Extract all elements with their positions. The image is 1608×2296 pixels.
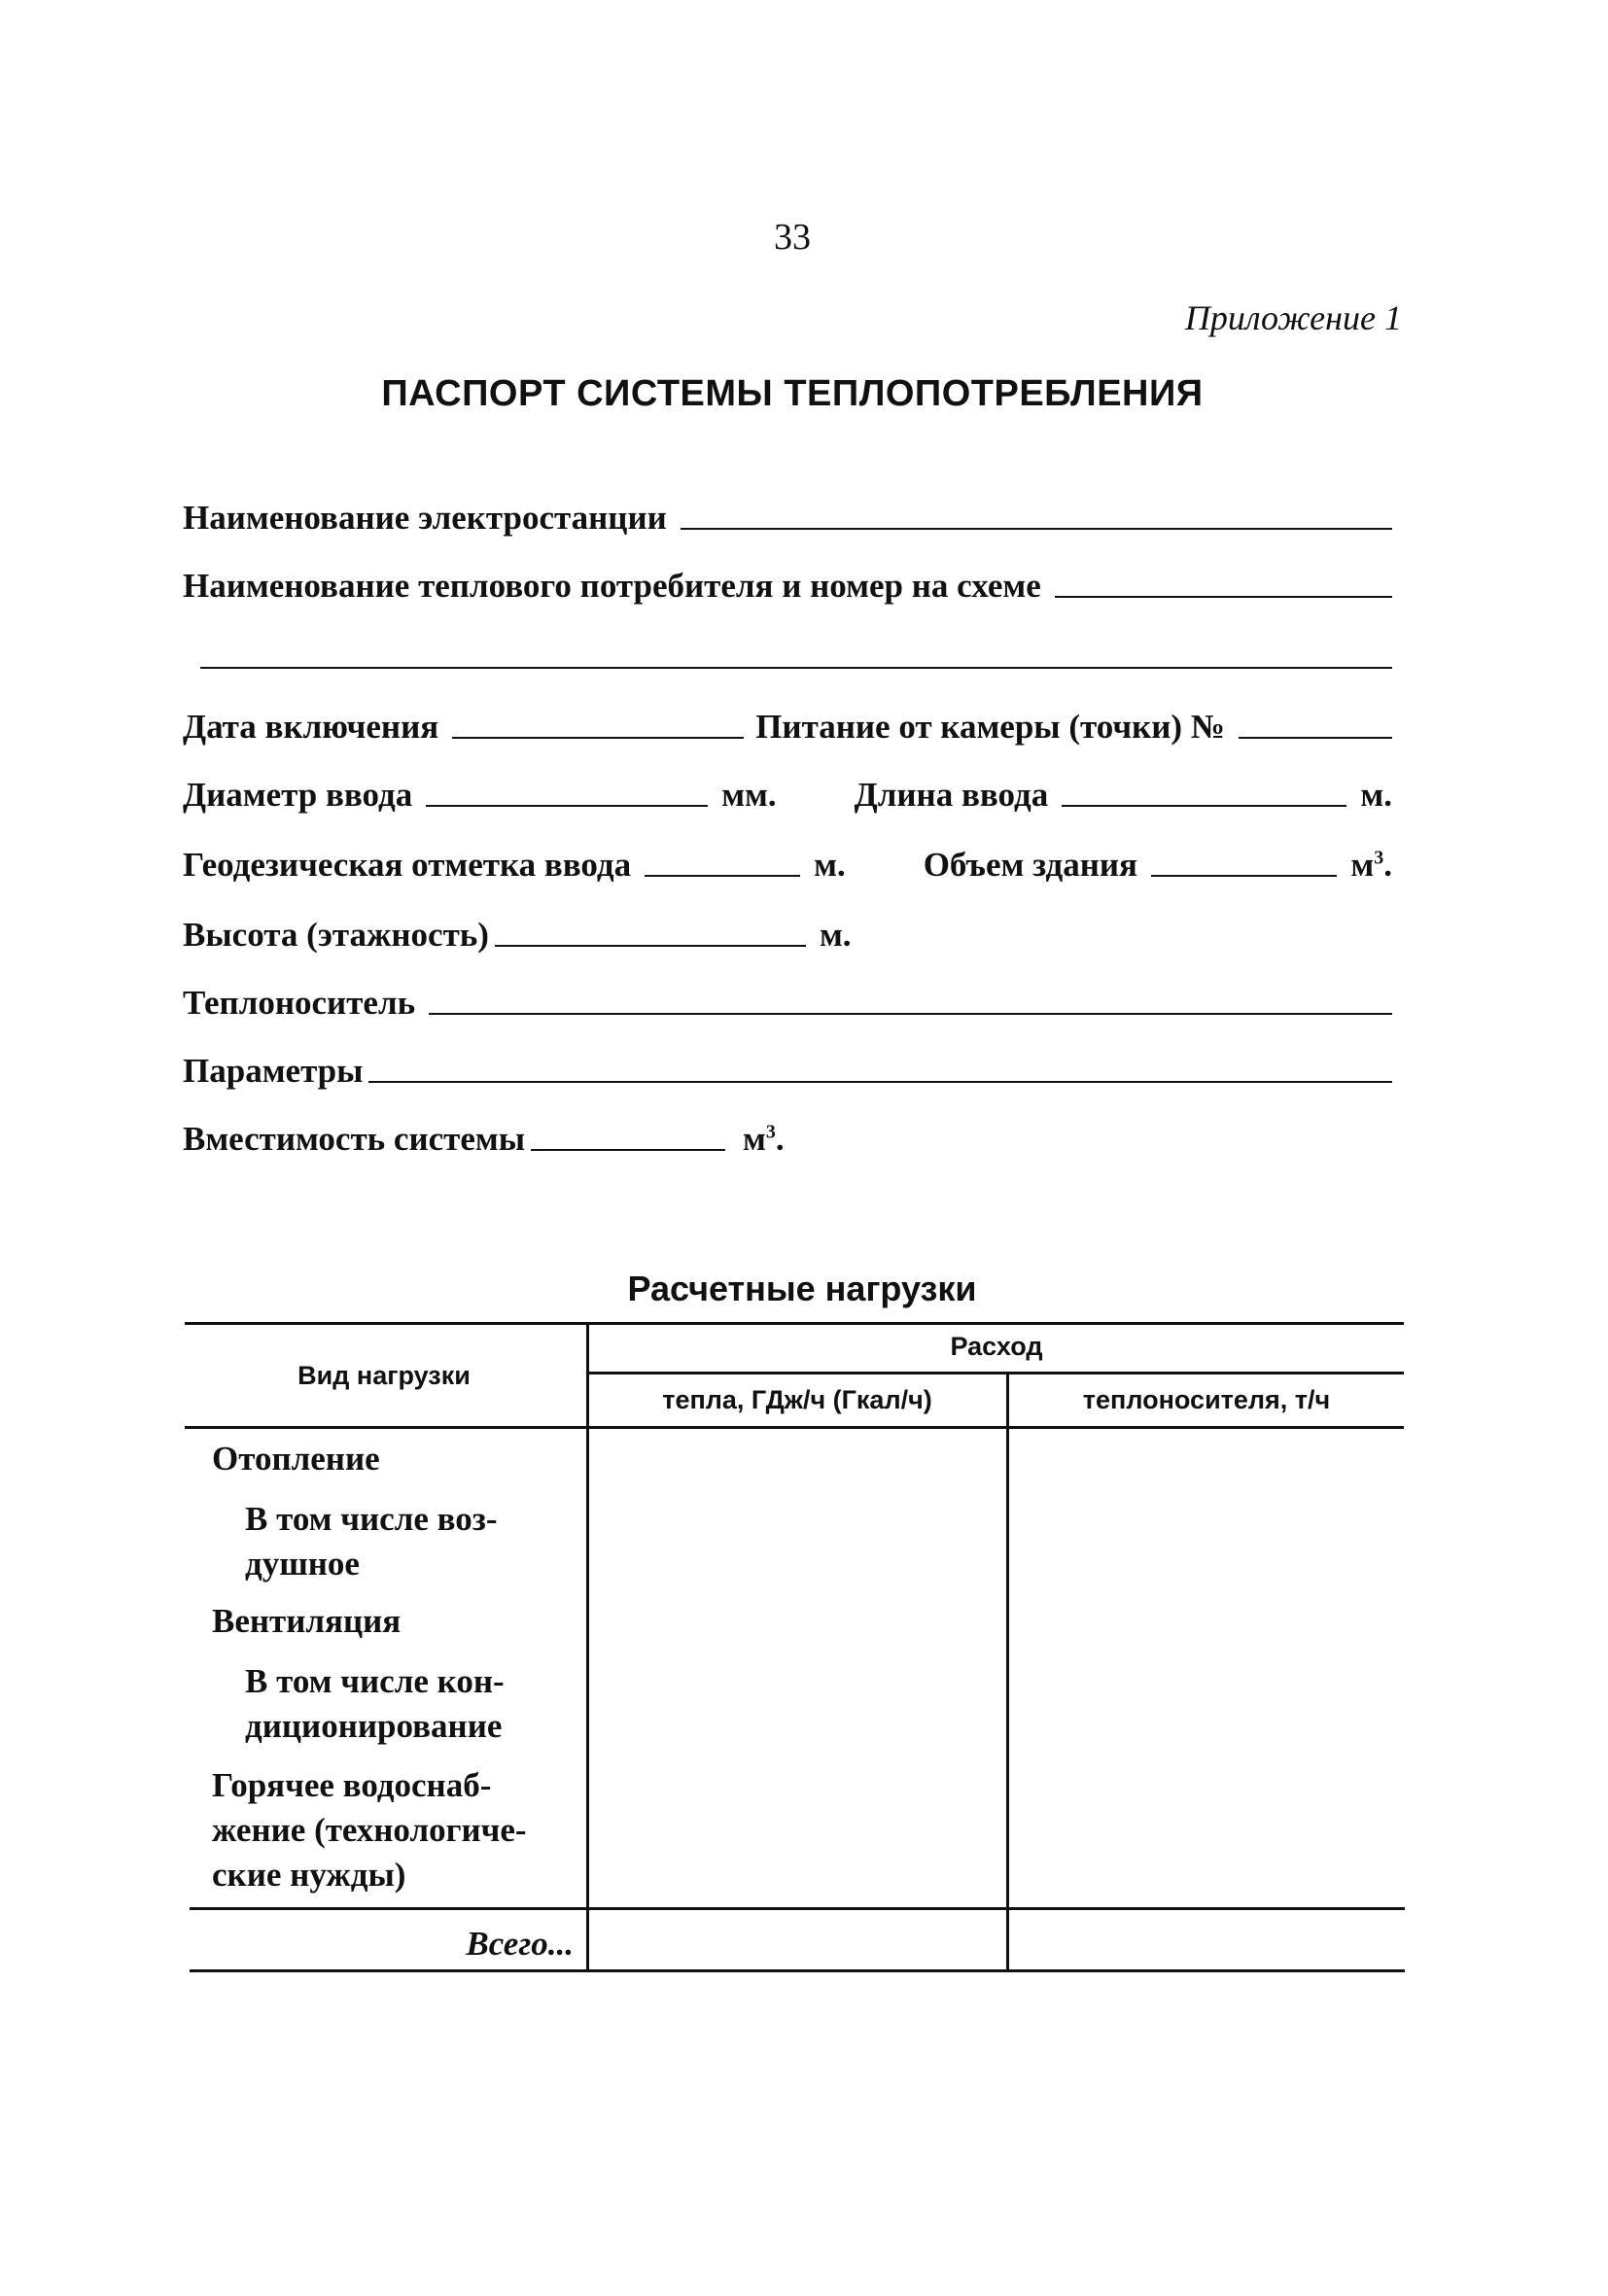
capacity-blank[interactable] bbox=[531, 1149, 725, 1151]
geodetic-label: Геодезическая отметка ввода bbox=[183, 846, 632, 884]
row-hot-water-line2: жение (технологиче- bbox=[212, 1811, 527, 1849]
consumer-label: Наименование теплового потребителя и номер на схеме bbox=[183, 567, 1041, 605]
volume-label: Объем здания bbox=[923, 846, 1137, 884]
field-parameters bbox=[183, 1044, 1392, 1091]
page-number: 33 bbox=[774, 217, 811, 258]
body-bottom-rule bbox=[190, 1907, 1405, 1910]
field-height bbox=[183, 908, 1392, 955]
supply-blank[interactable] bbox=[1239, 737, 1392, 739]
row-conditioning-line2: диционирование bbox=[245, 1707, 503, 1745]
field-consumer bbox=[183, 559, 1392, 606]
field-start-date-supply bbox=[183, 700, 1392, 747]
group-header-rule bbox=[587, 1372, 1404, 1374]
row-heating: Отопление bbox=[212, 1440, 380, 1478]
field-capacity bbox=[183, 1112, 1392, 1159]
row-hot-water-line1: Горячее водоснаб- bbox=[212, 1766, 492, 1804]
row-air-heating-line2: душное bbox=[245, 1545, 360, 1583]
table-bottom-rule bbox=[190, 1969, 1405, 1972]
power-plant-blank[interactable] bbox=[681, 528, 1392, 530]
carrier-label: Теплоноситель bbox=[183, 984, 416, 1022]
row-conditioning bbox=[245, 1659, 537, 1749]
field-geodetic-volume bbox=[183, 838, 1392, 885]
document-title: ПАСПОРТ СИСТЕМЫ ТЕПЛОПОТРЕБЛЕНИЯ bbox=[381, 373, 1204, 414]
length-blank[interactable] bbox=[1062, 805, 1346, 807]
carrier-blank[interactable] bbox=[429, 1013, 1392, 1015]
parameters-label: Параметры bbox=[183, 1052, 364, 1090]
capacity-label: Вместимость системы bbox=[183, 1120, 526, 1158]
field-power-plant bbox=[183, 491, 1392, 538]
header-bottom-rule bbox=[185, 1426, 1404, 1429]
header-load-type: Вид нагрузки bbox=[297, 1361, 471, 1390]
row-total: Всего... bbox=[466, 1925, 574, 1963]
row-air-heating-line1: В том числе воз- bbox=[245, 1500, 498, 1538]
length-unit: м. bbox=[1360, 776, 1392, 814]
supply-label: Питание от камеры (точки) № bbox=[755, 708, 1225, 746]
field-diameter-length bbox=[183, 768, 1392, 815]
volume-unit: $м^3$. bbox=[1350, 846, 1392, 884]
row-conditioning-line1: В том числе кон- bbox=[245, 1662, 505, 1700]
row-ventilation: Вентиляция bbox=[212, 1602, 402, 1640]
table-title: Расчетные нагрузки bbox=[627, 1269, 977, 1308]
height-unit: м. bbox=[819, 916, 852, 954]
header-heat: тепла, ГДж/ч (Гкал/ч) bbox=[662, 1385, 932, 1414]
field-carrier bbox=[183, 976, 1392, 1023]
height-label: Высота (этажность) bbox=[183, 916, 489, 954]
height-blank[interactable] bbox=[495, 945, 806, 947]
row-hot-water bbox=[212, 1763, 581, 1897]
volume-blank[interactable] bbox=[1151, 875, 1337, 877]
geodetic-blank[interactable] bbox=[645, 875, 800, 877]
consumer-blank-continued[interactable] bbox=[200, 667, 1392, 669]
power-plant-label: Наименование электростанции bbox=[183, 499, 667, 537]
capacity-unit: $м^3$. bbox=[743, 1120, 785, 1158]
row-hot-water-line3: ские нужды) bbox=[212, 1856, 406, 1894]
parameters-blank[interactable] bbox=[368, 1081, 1392, 1083]
appendix-label: Приложение 1 bbox=[1184, 298, 1402, 337]
geodetic-unit: м. bbox=[814, 846, 846, 884]
col-divider-2 bbox=[1006, 1372, 1009, 1971]
diameter-blank[interactable] bbox=[426, 805, 708, 807]
header-carrier-flow: теплоносителя, т/ч bbox=[1082, 1385, 1331, 1414]
start-date-blank[interactable] bbox=[452, 737, 744, 739]
table-top-rule bbox=[185, 1322, 1404, 1325]
row-air-heating bbox=[245, 1497, 537, 1586]
length-label: Длина ввода bbox=[854, 776, 1049, 814]
col-divider-1 bbox=[586, 1322, 589, 1971]
diameter-label: Диаметр ввода bbox=[183, 776, 413, 814]
header-consumption: Расход bbox=[950, 1332, 1043, 1361]
start-date-label: Дата включения bbox=[183, 708, 439, 746]
consumer-blank[interactable] bbox=[1055, 596, 1392, 598]
diameter-unit: мм. bbox=[721, 776, 777, 814]
